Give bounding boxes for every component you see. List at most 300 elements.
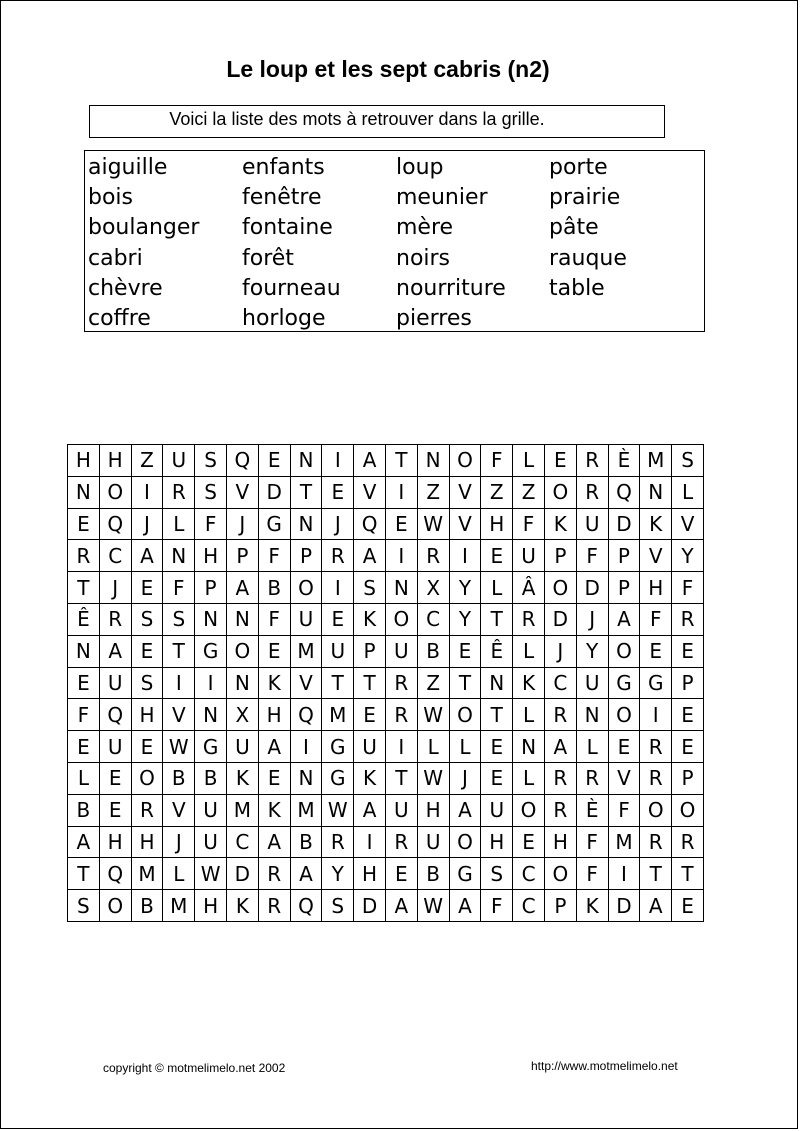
grid-cell[interactable]: S bbox=[322, 890, 354, 922]
grid-cell[interactable]: A bbox=[354, 540, 386, 572]
grid-cell[interactable]: W bbox=[417, 699, 449, 731]
grid-cell[interactable]: H bbox=[481, 826, 513, 858]
grid-cell[interactable]: L bbox=[417, 731, 449, 763]
grid-cell[interactable]: Y bbox=[672, 540, 704, 572]
grid-cell[interactable]: L bbox=[513, 762, 545, 794]
grid-cell[interactable]: X bbox=[417, 572, 449, 604]
grid-cell[interactable]: J bbox=[544, 635, 576, 667]
grid-cell[interactable]: T bbox=[68, 572, 100, 604]
grid-cell[interactable]: E bbox=[68, 731, 100, 763]
grid-cell[interactable]: N bbox=[290, 445, 322, 477]
grid-cell[interactable]: Y bbox=[576, 635, 608, 667]
grid-cell[interactable]: Q bbox=[354, 508, 386, 540]
grid-cell[interactable]: A bbox=[258, 731, 290, 763]
grid-cell[interactable]: P bbox=[608, 572, 640, 604]
grid-cell[interactable]: C bbox=[417, 603, 449, 635]
grid-cell[interactable]: T bbox=[640, 858, 672, 890]
grid-cell[interactable]: H bbox=[131, 826, 163, 858]
grid-cell[interactable]: N bbox=[226, 603, 258, 635]
grid-cell[interactable]: D bbox=[576, 572, 608, 604]
grid-cell[interactable]: E bbox=[672, 731, 704, 763]
grid-cell[interactable]: J bbox=[322, 508, 354, 540]
grid-cell[interactable]: F bbox=[195, 508, 227, 540]
grid-cell[interactable]: Q bbox=[99, 699, 131, 731]
grid-cell[interactable]: I bbox=[322, 572, 354, 604]
grid-cell[interactable]: H bbox=[99, 445, 131, 477]
grid-cell[interactable]: P bbox=[672, 667, 704, 699]
grid-cell[interactable]: V bbox=[290, 667, 322, 699]
grid-cell[interactable]: W bbox=[417, 762, 449, 794]
grid-cell[interactable]: S bbox=[672, 445, 704, 477]
grid-cell[interactable]: R bbox=[385, 826, 417, 858]
grid-cell[interactable]: T bbox=[385, 445, 417, 477]
grid-cell[interactable]: F bbox=[576, 540, 608, 572]
grid-cell[interactable]: S bbox=[131, 603, 163, 635]
grid-cell[interactable]: F bbox=[513, 508, 545, 540]
grid-cell[interactable]: E bbox=[68, 508, 100, 540]
grid-cell[interactable]: L bbox=[68, 762, 100, 794]
grid-cell[interactable]: J bbox=[449, 762, 481, 794]
grid-cell[interactable]: H bbox=[640, 572, 672, 604]
grid-cell[interactable]: U bbox=[195, 794, 227, 826]
grid-cell[interactable]: Â bbox=[513, 572, 545, 604]
grid-cell[interactable]: P bbox=[226, 540, 258, 572]
grid-cell[interactable]: E bbox=[68, 667, 100, 699]
grid-cell[interactable]: I bbox=[608, 858, 640, 890]
grid-cell[interactable]: N bbox=[195, 699, 227, 731]
grid-cell[interactable]: U bbox=[417, 826, 449, 858]
grid-cell[interactable]: R bbox=[672, 603, 704, 635]
grid-cell[interactable]: J bbox=[131, 508, 163, 540]
grid-cell[interactable]: V bbox=[354, 476, 386, 508]
grid-cell[interactable]: M bbox=[163, 890, 195, 922]
grid-cell[interactable]: E bbox=[322, 476, 354, 508]
grid-cell[interactable]: L bbox=[576, 731, 608, 763]
grid-cell[interactable]: E bbox=[640, 635, 672, 667]
grid-cell[interactable]: K bbox=[640, 508, 672, 540]
grid-cell[interactable]: U bbox=[385, 635, 417, 667]
grid-cell[interactable]: Q bbox=[226, 445, 258, 477]
grid-cell[interactable]: P bbox=[608, 540, 640, 572]
grid-cell[interactable]: B bbox=[195, 762, 227, 794]
grid-cell[interactable]: Q bbox=[99, 508, 131, 540]
grid-cell[interactable]: O bbox=[99, 476, 131, 508]
grid-cell[interactable]: V bbox=[640, 540, 672, 572]
grid-cell[interactable]: È bbox=[576, 794, 608, 826]
grid-cell[interactable]: E bbox=[513, 826, 545, 858]
grid-cell[interactable]: P bbox=[354, 635, 386, 667]
grid-cell[interactable]: Q bbox=[608, 476, 640, 508]
grid-cell[interactable]: W bbox=[163, 731, 195, 763]
grid-cell[interactable]: B bbox=[163, 762, 195, 794]
grid-cell[interactable]: E bbox=[385, 508, 417, 540]
grid-cell[interactable]: B bbox=[417, 858, 449, 890]
grid-cell[interactable]: S bbox=[481, 858, 513, 890]
grid-cell[interactable]: N bbox=[640, 476, 672, 508]
grid-cell[interactable]: E bbox=[258, 635, 290, 667]
grid-cell[interactable]: L bbox=[513, 635, 545, 667]
grid-cell[interactable]: O bbox=[449, 826, 481, 858]
grid-cell[interactable]: I bbox=[385, 540, 417, 572]
grid-cell[interactable]: Z bbox=[417, 667, 449, 699]
grid-cell[interactable]: Y bbox=[322, 858, 354, 890]
grid-cell[interactable]: L bbox=[513, 445, 545, 477]
grid-cell[interactable]: U bbox=[481, 794, 513, 826]
grid-cell[interactable]: U bbox=[576, 667, 608, 699]
grid-cell[interactable]: A bbox=[544, 731, 576, 763]
grid-cell[interactable]: C bbox=[99, 540, 131, 572]
grid-cell[interactable]: E bbox=[131, 731, 163, 763]
grid-cell[interactable]: R bbox=[640, 826, 672, 858]
grid-cell[interactable]: Z bbox=[131, 445, 163, 477]
grid-cell[interactable]: O bbox=[226, 635, 258, 667]
grid-cell[interactable]: F bbox=[258, 540, 290, 572]
grid-cell[interactable]: I bbox=[385, 476, 417, 508]
grid-cell[interactable]: O bbox=[608, 635, 640, 667]
grid-cell[interactable]: D bbox=[544, 603, 576, 635]
grid-cell[interactable]: U bbox=[322, 635, 354, 667]
grid-cell[interactable]: F bbox=[576, 858, 608, 890]
grid-cell[interactable]: D bbox=[258, 476, 290, 508]
grid-cell[interactable]: R bbox=[640, 762, 672, 794]
grid-cell[interactable]: K bbox=[576, 890, 608, 922]
grid-cell[interactable]: H bbox=[417, 794, 449, 826]
grid-cell[interactable]: Z bbox=[481, 476, 513, 508]
grid-cell[interactable]: N bbox=[576, 699, 608, 731]
grid-cell[interactable]: U bbox=[163, 445, 195, 477]
grid-cell[interactable]: H bbox=[258, 699, 290, 731]
grid-cell[interactable]: A bbox=[385, 890, 417, 922]
grid-cell[interactable]: O bbox=[544, 476, 576, 508]
grid-cell[interactable]: F bbox=[608, 794, 640, 826]
grid-cell[interactable]: W bbox=[417, 508, 449, 540]
grid-cell[interactable]: F bbox=[481, 890, 513, 922]
grid-cell[interactable]: R bbox=[258, 858, 290, 890]
grid-cell[interactable]: G bbox=[195, 635, 227, 667]
grid-cell[interactable]: E bbox=[354, 699, 386, 731]
grid-cell[interactable]: N bbox=[68, 476, 100, 508]
grid-cell[interactable]: A bbox=[99, 635, 131, 667]
grid-cell[interactable]: E bbox=[449, 635, 481, 667]
grid-cell[interactable]: E bbox=[481, 762, 513, 794]
grid-cell[interactable]: R bbox=[576, 445, 608, 477]
grid-cell[interactable]: E bbox=[131, 635, 163, 667]
grid-cell[interactable]: V bbox=[449, 508, 481, 540]
grid-cell[interactable]: P bbox=[544, 890, 576, 922]
grid-cell[interactable]: E bbox=[608, 731, 640, 763]
grid-cell[interactable]: R bbox=[576, 476, 608, 508]
grid-cell[interactable]: C bbox=[513, 890, 545, 922]
grid-cell[interactable]: N bbox=[226, 667, 258, 699]
grid-cell[interactable]: N bbox=[195, 603, 227, 635]
grid-cell[interactable]: U bbox=[290, 603, 322, 635]
grid-cell[interactable]: R bbox=[385, 667, 417, 699]
grid-cell[interactable]: Q bbox=[99, 858, 131, 890]
grid-cell[interactable]: J bbox=[99, 572, 131, 604]
grid-cell[interactable]: V bbox=[608, 762, 640, 794]
grid-cell[interactable]: M bbox=[226, 794, 258, 826]
grid-cell[interactable]: R bbox=[640, 731, 672, 763]
grid-cell[interactable]: K bbox=[354, 762, 386, 794]
grid-cell[interactable]: A bbox=[608, 603, 640, 635]
grid-cell[interactable]: Q bbox=[290, 890, 322, 922]
grid-cell[interactable]: A bbox=[226, 572, 258, 604]
grid-cell[interactable]: R bbox=[163, 476, 195, 508]
grid-cell[interactable]: V bbox=[449, 476, 481, 508]
grid-cell[interactable]: A bbox=[354, 794, 386, 826]
grid-cell[interactable]: H bbox=[195, 890, 227, 922]
grid-cell[interactable]: J bbox=[226, 508, 258, 540]
grid-cell[interactable]: T bbox=[481, 603, 513, 635]
grid-cell[interactable]: S bbox=[68, 890, 100, 922]
grid-cell[interactable]: Ê bbox=[481, 635, 513, 667]
grid-cell[interactable]: K bbox=[226, 890, 258, 922]
grid-cell[interactable]: F bbox=[576, 826, 608, 858]
grid-cell[interactable]: E bbox=[672, 635, 704, 667]
grid-cell[interactable]: A bbox=[68, 826, 100, 858]
grid-cell[interactable]: I bbox=[195, 667, 227, 699]
grid-cell[interactable]: M bbox=[608, 826, 640, 858]
grid-cell[interactable]: R bbox=[385, 699, 417, 731]
grid-cell[interactable]: G bbox=[322, 731, 354, 763]
grid-cell[interactable]: S bbox=[163, 603, 195, 635]
grid-cell[interactable]: O bbox=[385, 603, 417, 635]
grid-cell[interactable]: W bbox=[322, 794, 354, 826]
grid-cell[interactable]: M bbox=[290, 794, 322, 826]
grid-cell[interactable]: R bbox=[322, 826, 354, 858]
grid-cell[interactable]: I bbox=[640, 699, 672, 731]
grid-cell[interactable]: A bbox=[131, 540, 163, 572]
grid-cell[interactable]: H bbox=[68, 445, 100, 477]
grid-cell[interactable]: T bbox=[290, 476, 322, 508]
grid-cell[interactable]: K bbox=[258, 794, 290, 826]
grid-cell[interactable]: L bbox=[513, 699, 545, 731]
grid-cell[interactable]: H bbox=[481, 508, 513, 540]
grid-cell[interactable]: T bbox=[449, 667, 481, 699]
grid-cell[interactable]: E bbox=[258, 445, 290, 477]
grid-cell[interactable]: N bbox=[290, 762, 322, 794]
grid-cell[interactable]: U bbox=[226, 731, 258, 763]
grid-cell[interactable]: Z bbox=[513, 476, 545, 508]
grid-cell[interactable]: H bbox=[131, 699, 163, 731]
grid-cell[interactable]: R bbox=[417, 540, 449, 572]
grid-cell[interactable]: D bbox=[608, 508, 640, 540]
grid-cell[interactable]: P bbox=[290, 540, 322, 572]
grid-cell[interactable]: E bbox=[99, 794, 131, 826]
grid-cell[interactable]: S bbox=[195, 445, 227, 477]
grid-cell[interactable]: H bbox=[99, 826, 131, 858]
website-url[interactable]: http://www.motmelimelo.net bbox=[531, 1059, 678, 1073]
grid-cell[interactable]: W bbox=[417, 890, 449, 922]
grid-cell[interactable]: J bbox=[576, 603, 608, 635]
grid-cell[interactable]: O bbox=[449, 445, 481, 477]
grid-cell[interactable]: I bbox=[354, 826, 386, 858]
grid-cell[interactable]: T bbox=[322, 667, 354, 699]
grid-cell[interactable]: G bbox=[195, 731, 227, 763]
grid-cell[interactable]: N bbox=[481, 667, 513, 699]
grid-cell[interactable]: U bbox=[385, 794, 417, 826]
grid-cell[interactable]: X bbox=[226, 699, 258, 731]
grid-cell[interactable]: F bbox=[640, 603, 672, 635]
grid-cell[interactable]: S bbox=[195, 476, 227, 508]
grid-cell[interactable]: N bbox=[385, 572, 417, 604]
grid-cell[interactable]: G bbox=[608, 667, 640, 699]
grid-cell[interactable]: F bbox=[163, 572, 195, 604]
grid-cell[interactable]: R bbox=[99, 603, 131, 635]
grid-cell[interactable]: U bbox=[354, 731, 386, 763]
grid-cell[interactable]: C bbox=[226, 826, 258, 858]
grid-cell[interactable]: Ê bbox=[68, 603, 100, 635]
grid-cell[interactable]: U bbox=[195, 826, 227, 858]
grid-cell[interactable]: I bbox=[290, 731, 322, 763]
grid-cell[interactable]: B bbox=[290, 826, 322, 858]
grid-cell[interactable]: D bbox=[608, 890, 640, 922]
grid-cell[interactable]: T bbox=[672, 858, 704, 890]
grid-cell[interactable]: I bbox=[131, 476, 163, 508]
grid-cell[interactable]: N bbox=[163, 540, 195, 572]
grid-cell[interactable]: E bbox=[131, 572, 163, 604]
grid-cell[interactable]: O bbox=[672, 794, 704, 826]
grid-cell[interactable]: B bbox=[417, 635, 449, 667]
grid-cell[interactable]: N bbox=[290, 508, 322, 540]
grid-cell[interactable]: R bbox=[544, 699, 576, 731]
grid-cell[interactable]: N bbox=[417, 445, 449, 477]
grid-cell[interactable]: L bbox=[672, 476, 704, 508]
grid-cell[interactable]: E bbox=[544, 445, 576, 477]
grid-cell[interactable]: A bbox=[290, 858, 322, 890]
grid-cell[interactable]: L bbox=[449, 731, 481, 763]
grid-cell[interactable]: S bbox=[354, 572, 386, 604]
grid-cell[interactable]: T bbox=[163, 635, 195, 667]
grid-cell[interactable]: R bbox=[513, 603, 545, 635]
grid-cell[interactable]: R bbox=[131, 794, 163, 826]
grid-cell[interactable]: O bbox=[449, 699, 481, 731]
grid-cell[interactable]: G bbox=[258, 508, 290, 540]
grid-cell[interactable]: E bbox=[385, 858, 417, 890]
grid-cell[interactable]: R bbox=[258, 890, 290, 922]
grid-cell[interactable]: M bbox=[322, 699, 354, 731]
grid-cell[interactable]: A bbox=[258, 826, 290, 858]
grid-cell[interactable]: Q bbox=[290, 699, 322, 731]
grid-cell[interactable]: B bbox=[258, 572, 290, 604]
grid-cell[interactable]: S bbox=[131, 667, 163, 699]
grid-cell[interactable]: D bbox=[354, 890, 386, 922]
grid-cell[interactable]: R bbox=[322, 540, 354, 572]
grid-cell[interactable]: O bbox=[640, 794, 672, 826]
grid-cell[interactable]: K bbox=[354, 603, 386, 635]
grid-cell[interactable]: Z bbox=[417, 476, 449, 508]
grid-cell[interactable]: È bbox=[608, 445, 640, 477]
grid-cell[interactable]: I bbox=[385, 731, 417, 763]
grid-cell[interactable]: E bbox=[322, 603, 354, 635]
grid-cell[interactable]: O bbox=[290, 572, 322, 604]
grid-cell[interactable]: F bbox=[68, 699, 100, 731]
grid-cell[interactable]: H bbox=[195, 540, 227, 572]
grid-cell[interactable]: F bbox=[481, 445, 513, 477]
grid-cell[interactable]: V bbox=[163, 699, 195, 731]
grid-cell[interactable]: A bbox=[449, 890, 481, 922]
grid-cell[interactable]: U bbox=[513, 540, 545, 572]
grid-cell[interactable]: E bbox=[672, 890, 704, 922]
grid-cell[interactable]: B bbox=[68, 794, 100, 826]
grid-cell[interactable]: C bbox=[513, 858, 545, 890]
grid-cell[interactable]: O bbox=[513, 794, 545, 826]
grid-cell[interactable]: E bbox=[481, 731, 513, 763]
grid-cell[interactable]: E bbox=[99, 762, 131, 794]
grid-cell[interactable]: E bbox=[481, 540, 513, 572]
grid-cell[interactable]: M bbox=[640, 445, 672, 477]
grid-cell[interactable]: W bbox=[195, 858, 227, 890]
grid-cell[interactable]: V bbox=[226, 476, 258, 508]
grid-cell[interactable]: M bbox=[290, 635, 322, 667]
grid-cell[interactable]: T bbox=[68, 858, 100, 890]
grid-cell[interactable]: D bbox=[226, 858, 258, 890]
grid-cell[interactable]: Y bbox=[449, 603, 481, 635]
grid-cell[interactable]: N bbox=[68, 635, 100, 667]
grid-cell[interactable]: V bbox=[163, 794, 195, 826]
grid-cell[interactable]: G bbox=[449, 858, 481, 890]
grid-cell[interactable]: L bbox=[481, 572, 513, 604]
grid-cell[interactable]: K bbox=[544, 508, 576, 540]
grid-cell[interactable]: H bbox=[544, 826, 576, 858]
grid-cell[interactable]: K bbox=[258, 667, 290, 699]
grid-cell[interactable]: O bbox=[608, 699, 640, 731]
grid-cell[interactable]: Y bbox=[449, 572, 481, 604]
grid-cell[interactable]: U bbox=[99, 667, 131, 699]
grid-cell[interactable]: C bbox=[544, 667, 576, 699]
grid-cell[interactable]: R bbox=[68, 540, 100, 572]
grid-cell[interactable]: A bbox=[640, 890, 672, 922]
grid-cell[interactable]: O bbox=[131, 762, 163, 794]
grid-cell[interactable]: P bbox=[195, 572, 227, 604]
grid-cell[interactable]: V bbox=[672, 508, 704, 540]
grid-cell[interactable]: J bbox=[163, 826, 195, 858]
grid-cell[interactable]: L bbox=[163, 858, 195, 890]
grid-cell[interactable]: N bbox=[513, 731, 545, 763]
grid-cell[interactable]: E bbox=[258, 762, 290, 794]
grid-cell[interactable]: U bbox=[576, 508, 608, 540]
grid-cell[interactable]: F bbox=[258, 603, 290, 635]
grid-cell[interactable]: K bbox=[226, 762, 258, 794]
grid-cell[interactable]: R bbox=[672, 826, 704, 858]
grid-cell[interactable]: I bbox=[322, 445, 354, 477]
grid-cell[interactable]: I bbox=[449, 540, 481, 572]
grid-cell[interactable]: P bbox=[544, 540, 576, 572]
grid-cell[interactable]: M bbox=[131, 858, 163, 890]
grid-cell[interactable]: H bbox=[354, 858, 386, 890]
grid-cell[interactable]: G bbox=[640, 667, 672, 699]
grid-cell[interactable]: B bbox=[131, 890, 163, 922]
grid-cell[interactable]: R bbox=[544, 794, 576, 826]
grid-cell[interactable]: E bbox=[672, 699, 704, 731]
grid-cell[interactable]: T bbox=[481, 699, 513, 731]
grid-cell[interactable]: A bbox=[354, 445, 386, 477]
grid-cell[interactable]: O bbox=[544, 858, 576, 890]
grid-cell[interactable]: I bbox=[163, 667, 195, 699]
grid-cell[interactable]: O bbox=[99, 890, 131, 922]
grid-cell[interactable]: T bbox=[354, 667, 386, 699]
grid-cell[interactable]: T bbox=[385, 762, 417, 794]
grid-cell[interactable]: G bbox=[322, 762, 354, 794]
grid-cell[interactable]: U bbox=[99, 731, 131, 763]
grid-cell[interactable]: O bbox=[544, 572, 576, 604]
grid-cell[interactable]: A bbox=[449, 794, 481, 826]
grid-cell[interactable]: F bbox=[672, 572, 704, 604]
grid-cell[interactable]: P bbox=[672, 762, 704, 794]
grid-cell[interactable]: L bbox=[163, 508, 195, 540]
grid-cell[interactable]: R bbox=[544, 762, 576, 794]
grid-cell[interactable]: K bbox=[513, 667, 545, 699]
